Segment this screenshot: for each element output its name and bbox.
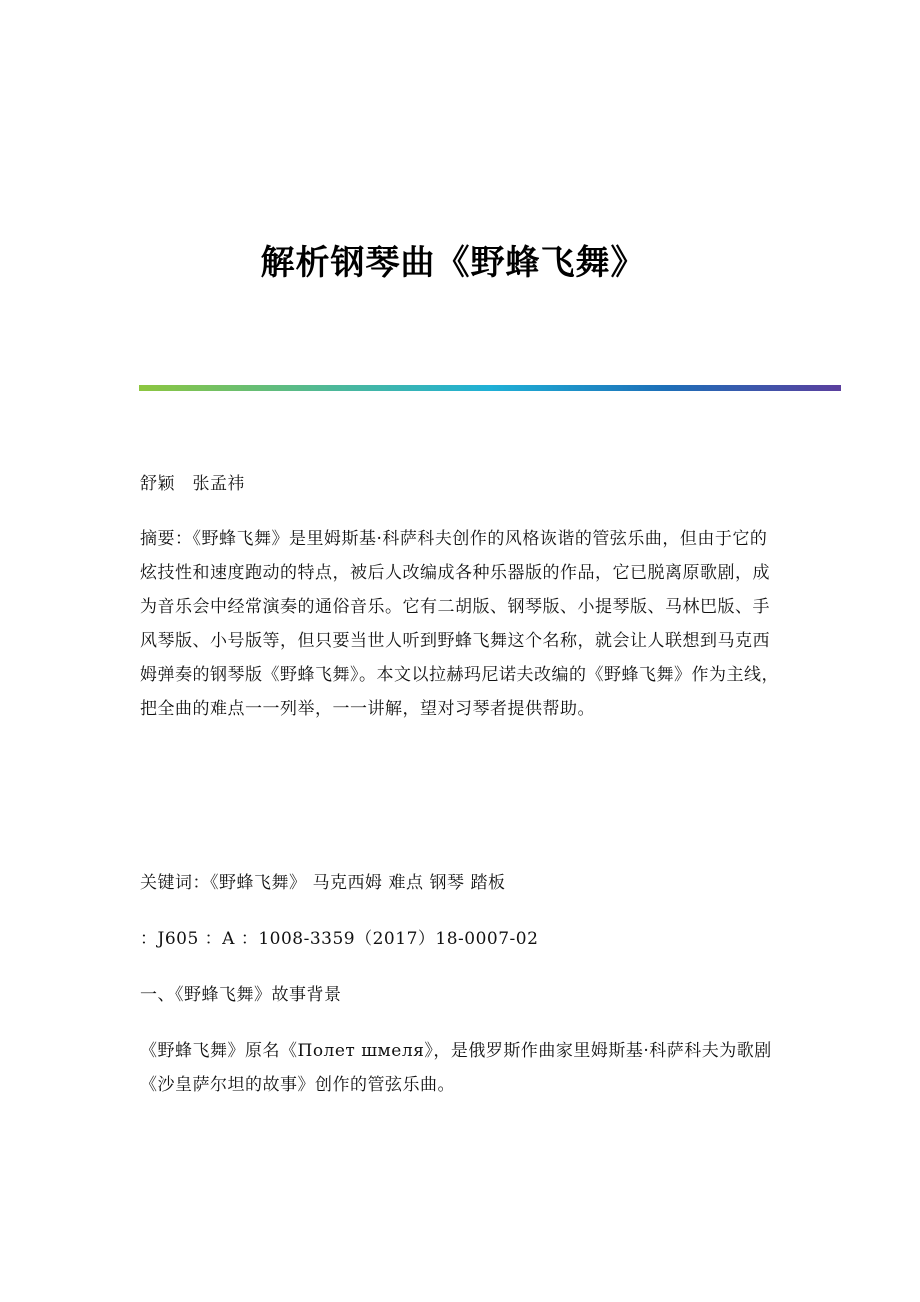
title-divider-rule [139, 385, 841, 391]
abstract-text: 《野蜂飞舞》是里姆斯基·科萨科夫创作的风格诙谐的管弦乐曲，但由于它的炫技性和速度跑动的特点，被后人改编成各种乐器版的作品，它已脱离原歌剧，成为音乐会中经常演奏的通俗音乐。它有二胡版、钢琴版、小提琴版、马林巴版、手风琴版、小号版等，但只要当世人听到野蜂飞舞这个名称，就会让人联想到马克西姆弹奏的钢琴版《野蜂飞舞》。本文以拉赫玛尼诺夫改编的《野蜂飞舞》作为主线，把全曲的难点一一列举，一一讲解，望对习琴者提供帮助。 [140, 529, 779, 719]
document-title: 解析钢琴曲《野蜂飞舞》 [260, 242, 646, 283]
abstract-paragraph [140, 522, 780, 726]
body-paragraph: 《野蜂飞舞》原名《Полет шмеля》，是俄罗斯作曲家里姆斯基·科萨科夫为歌剧《沙皇萨尔坦的故事》创作的管弦乐曲。 [140, 1041, 772, 1095]
section-heading: 一、《野蜂飞舞》故事背景 [140, 985, 342, 1005]
keywords-label: 关键词： [140, 873, 210, 893]
keyword-item: 马克西姆 [312, 873, 383, 893]
keyword-item: 《野蜂飞舞》 [210, 873, 307, 893]
keyword-item: 难点 [388, 873, 424, 893]
keywords-line [140, 866, 780, 900]
classification-line: ：J605 ：A ：1008-3359（2017）18-0007-02 [140, 929, 539, 949]
abstract-label: 摘要： [140, 529, 193, 549]
authors-line: 舒颖 张孟祎 [140, 474, 245, 494]
keyword-item: 钢琴 [429, 873, 465, 893]
keyword-item: 踏板 [470, 873, 506, 893]
